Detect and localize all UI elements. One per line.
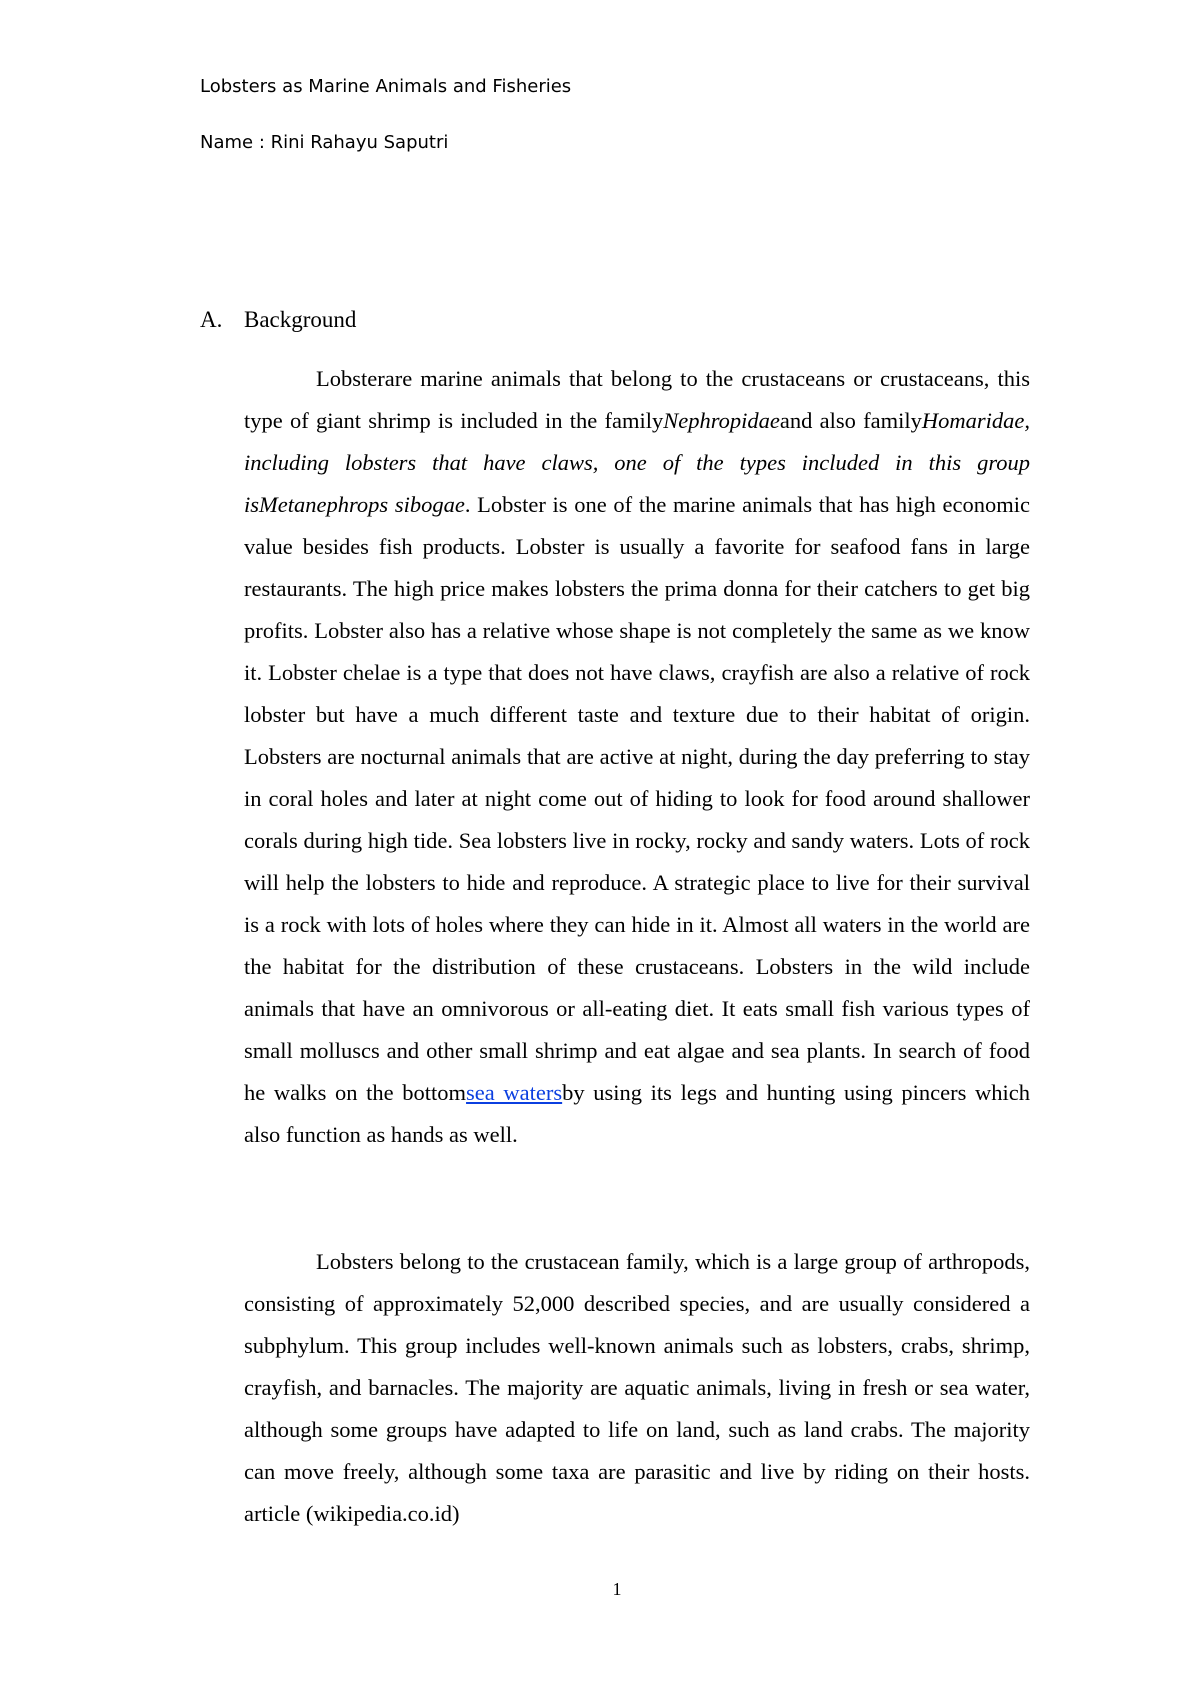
italic-taxon-homaridae: Homaridae, including lobsters that have claws, one of the types included in this group is <box>244 408 1030 517</box>
paragraph-text: Lobsterare marine animals that belong to the crustaceans or crustaceans, this type of giant shrimp is included in the family <box>244 366 1030 433</box>
section-letter: A. <box>200 307 223 332</box>
background-paragraph-1 <box>244 358 1030 1156</box>
paragraph-text: . Lobster is one of the marine animals that has high economic value besides fish products. Lobster is usually a favorite for seafood fans in large restaurants. The high price makes lobsters the prima donna for their catchers to get big profits. Lobster also has a relative whose shape is not completely the same as we know it. Lobster chelae is a type that does not have claws, crayfish are also a relative of rock lobster but have a much different taste and texture due to their habitat of origin. Lobsters are nocturnal animals that are active at night, during the day preferring to stay in coral holes and later at night come out of hiding to look for food around shallower corals during high tide. Sea lobsters live in rocky, rocky and sandy waters. Lots of rock will help the lobsters to hide and reproduce. A strategic place to live for their survival is a rock with lots of holes where they can hide in it. Almost all waters in the world are the habitat for the distribution of these crustaceans. Lobsters in the wild include animals that have an omnivorous or all-eating diet. It eats small fish various types of small molluscs and other small shrimp and eat algae and sea plants. In search of food he walks on the bottom <box>244 492 1031 1105</box>
paragraph-text: by using its legs and hunting using pincers which also function as hands as well. <box>244 1080 1030 1147</box>
section-heading <box>200 305 356 335</box>
background-paragraph-2: Lobsters belong to the crustacean family, which is a large group of arthropods, consisting of approximately 52,000 described species, and are usually considered a subphylum. This group includes well-known animals such as lobsters, crabs, shrimp, crayfish, and barnacles. The majority are aquatic animals, living in fresh or sea water, although some groups have adapted to life on land, such as land crabs. The majority can move freely, although some taxa are parasitic and live by riding on their hosts. article (wikipedia.co.id) <box>244 1249 1030 1526</box>
italic-species-name: Metanephrops sibogae <box>259 492 465 517</box>
document-title: Lobsters as Marine Animals and Fisheries <box>200 76 572 97</box>
sea-waters-link[interactable]: sea waters <box>466 1080 563 1105</box>
paragraph-text: and also family <box>779 408 922 433</box>
page-number: 1 <box>612 1579 622 1599</box>
italic-taxon-nephropidae: Nephropidae <box>663 408 780 433</box>
section-title: Background <box>244 307 357 332</box>
author-name: Name : Rini Rahayu Saputri <box>200 132 449 153</box>
